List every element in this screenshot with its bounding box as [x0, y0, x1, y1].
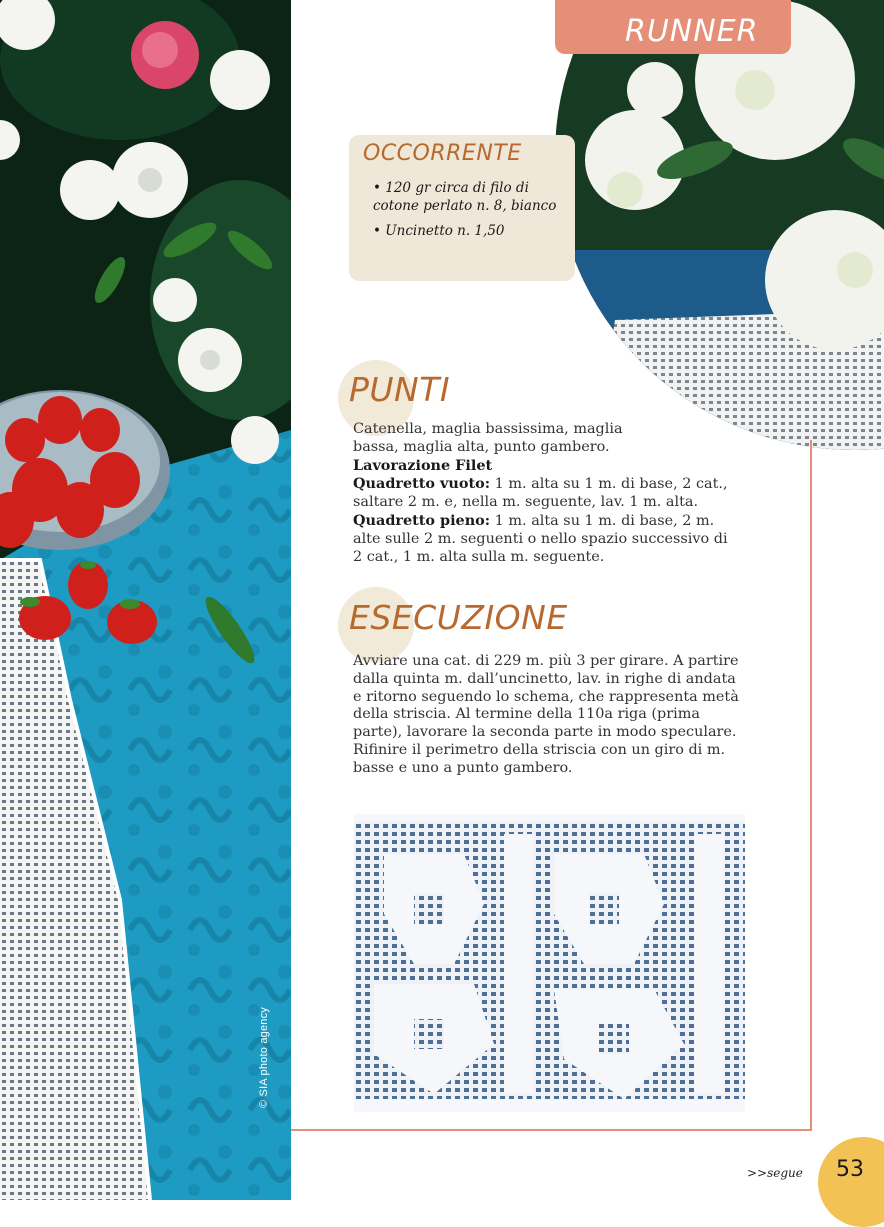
hydrangea-photo — [555, 0, 884, 450]
continue-label: >>segue — [747, 1166, 803, 1180]
quadretto-pieno — [353, 512, 733, 566]
quadretto-vuoto — [353, 475, 733, 512]
materials-list — [373, 179, 573, 247]
quadretto-vuoto-label: Quadretto vuoto: — [353, 475, 491, 493]
left-photo — [0, 0, 291, 1200]
materials-item: • 120 gr circa di filo di cotone perlato n. 8, bianco — [373, 180, 557, 214]
esecuzione-body — [353, 653, 748, 778]
photo-credit: © SIA photo agency — [258, 1007, 270, 1108]
filet-heading: Lavorazione Filet — [353, 456, 493, 474]
page-title: RUNNER — [625, 14, 759, 49]
punti-intro: Catenella, maglia bassissima, maglia bassa, maglia alta, punto gambero. — [353, 421, 623, 455]
section-title-punti: PUNTI — [349, 370, 451, 409]
materials-title: OCCORRENTE — [363, 141, 522, 166]
quadretto-pieno-text: 1 m. alta su 1 m. di base, 2 m. alte sulle 2 m. seguenti o nello spazio successivo di 2 cat., 1 m. alta sulla m. seguente. — [353, 512, 728, 565]
frame-line-vertical — [810, 440, 812, 1130]
crochet-detail-photo — [354, 814, 745, 1112]
section-title-esecuzione: ESECUZIONE — [349, 598, 568, 637]
quadretto-vuoto-text: 1 m. alta su 1 m. di base, 2 cat., saltare 2 m. e, nella m. seguente, lav. 1 m. alta. — [353, 476, 728, 511]
page-number-badge — [818, 1137, 884, 1227]
title-tab — [555, 0, 791, 54]
esecuzione-text: Avviare una cat. di 229 m. più 3 per girare. A partire dalla quinta m. dall’uncinetto, lav. in righe di andata e ritorno seguendo lo schema, che rappresenta metà della striscia. Al termine della 110a riga (prima parte), lavorare la seconda parte in modo speculare. Rifinire il perimetro della striscia con un giro di m. basse e uno a punto gambero. — [353, 653, 739, 776]
runner-photo-illustration — [0, 0, 291, 1200]
frame-line-horizontal — [291, 1129, 812, 1131]
punti-body — [353, 421, 733, 566]
materials-item: • Uncinetto n. 1,50 — [373, 223, 505, 239]
quadretto-pieno-label: Quadretto pieno: — [353, 511, 491, 529]
filet-detail-illustration — [354, 814, 745, 1112]
hydrangea-illustration — [555, 0, 884, 450]
page-number: 53 — [836, 1157, 864, 1182]
